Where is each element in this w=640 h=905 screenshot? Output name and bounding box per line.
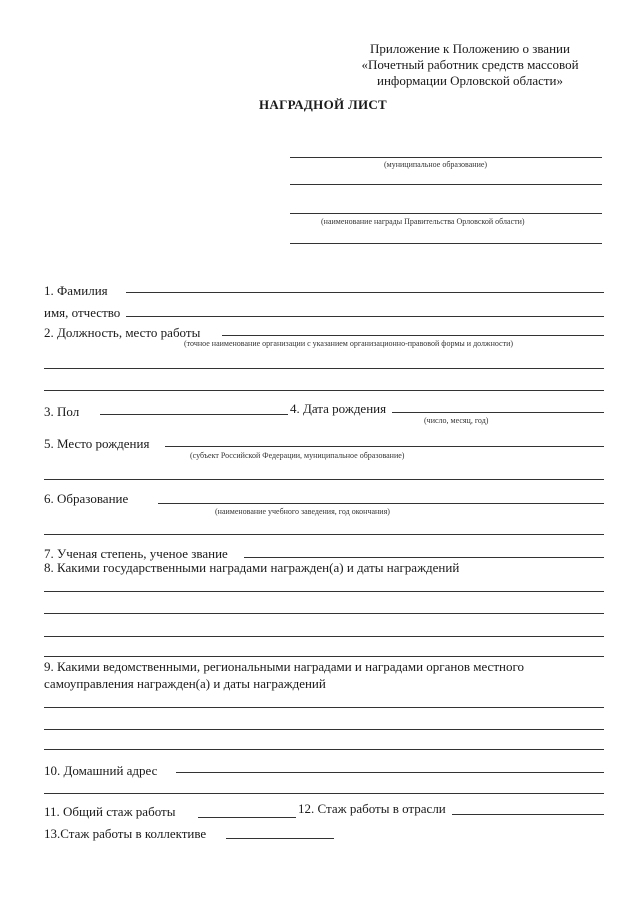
home-address-field-2[interactable]: [44, 793, 604, 794]
education-field[interactable]: [158, 503, 604, 504]
position-field-3[interactable]: [44, 390, 604, 391]
regional-awards-field-2[interactable]: [44, 729, 604, 730]
state-awards-label: 8. Какими государственными наградами награжден(а) и даты награждений: [44, 560, 460, 575]
appendix-line-1: Приложение к Положению о звании: [370, 41, 570, 56]
birthplace-label: 5. Место рождения: [44, 436, 150, 451]
position-field-2[interactable]: [44, 368, 604, 369]
surname-field[interactable]: [126, 292, 604, 293]
surname-label: 1. Фамилия: [44, 283, 108, 298]
degree-field[interactable]: [244, 557, 604, 558]
regional-awards-label-2: самоуправления награжден(а) и даты награждений: [44, 676, 326, 691]
document-title: НАГРАДНОЙ ЛИСТ: [259, 97, 388, 112]
industry-experience-field[interactable]: [452, 814, 604, 815]
regional-awards-field-1[interactable]: [44, 707, 604, 708]
position-label: 2. Должность, место работы: [44, 325, 201, 340]
education-caption: (наименование учебного заведения, год окончания): [215, 507, 390, 516]
education-field-2[interactable]: [44, 534, 604, 535]
sex-label: 3. Пол: [44, 404, 80, 419]
state-awards-field-3[interactable]: [44, 636, 604, 637]
birthdate-field[interactable]: [392, 412, 604, 413]
industry-experience-label: 12. Стаж работы в отрасли: [298, 801, 446, 816]
birthplace-field[interactable]: [165, 446, 604, 447]
total-experience-field[interactable]: [198, 817, 296, 818]
degree-label: 7. Ученая степень, ученое звание: [44, 546, 228, 561]
municipality-line-2[interactable]: [290, 184, 602, 185]
birthdate-caption: (число, месяц, год): [424, 416, 489, 425]
state-awards-field-4[interactable]: [44, 656, 604, 657]
name-patronymic-field[interactable]: [126, 316, 604, 317]
sex-field[interactable]: [100, 414, 288, 415]
appendix-line-3: информации Орловской области»: [376, 73, 564, 88]
birthplace-field-2[interactable]: [44, 479, 604, 480]
home-address-label: 10. Домашний адрес: [44, 763, 158, 778]
municipality-caption: (муниципальное образование): [384, 160, 488, 169]
appendix-line-2: «Почетный работник средств массовой: [361, 57, 579, 72]
position-caption: (точное наименование организации с указанием организационно-правовой формы и должности): [184, 339, 514, 348]
regional-awards-label-1: 9. Какими ведомственными, региональными наградами и наградами органов местного: [44, 659, 524, 674]
appendix-note: [340, 41, 600, 89]
award-name-line[interactable]: [290, 213, 602, 214]
municipality-line[interactable]: [290, 157, 602, 158]
award-name-line-2[interactable]: [290, 243, 602, 244]
name-patronymic-label: имя, отчество: [44, 305, 121, 320]
state-awards-field-2[interactable]: [44, 613, 604, 614]
regional-awards-field-3[interactable]: [44, 749, 604, 750]
birthdate-label: 4. Дата рождения: [290, 401, 387, 416]
total-experience-label: 11. Общий стаж работы: [44, 804, 176, 819]
award-name-caption: (наименование награды Правительства Орловской области): [321, 217, 525, 226]
team-experience-field[interactable]: [226, 838, 334, 839]
position-field[interactable]: [222, 335, 604, 336]
state-awards-field-1[interactable]: [44, 591, 604, 592]
home-address-field[interactable]: [176, 772, 604, 773]
team-experience-label: 13.Стаж работы в коллективе: [44, 826, 207, 841]
education-label: 6. Образование: [44, 491, 129, 506]
birthplace-caption: (субъект Российской Федерации, муниципальное образование): [190, 451, 405, 460]
